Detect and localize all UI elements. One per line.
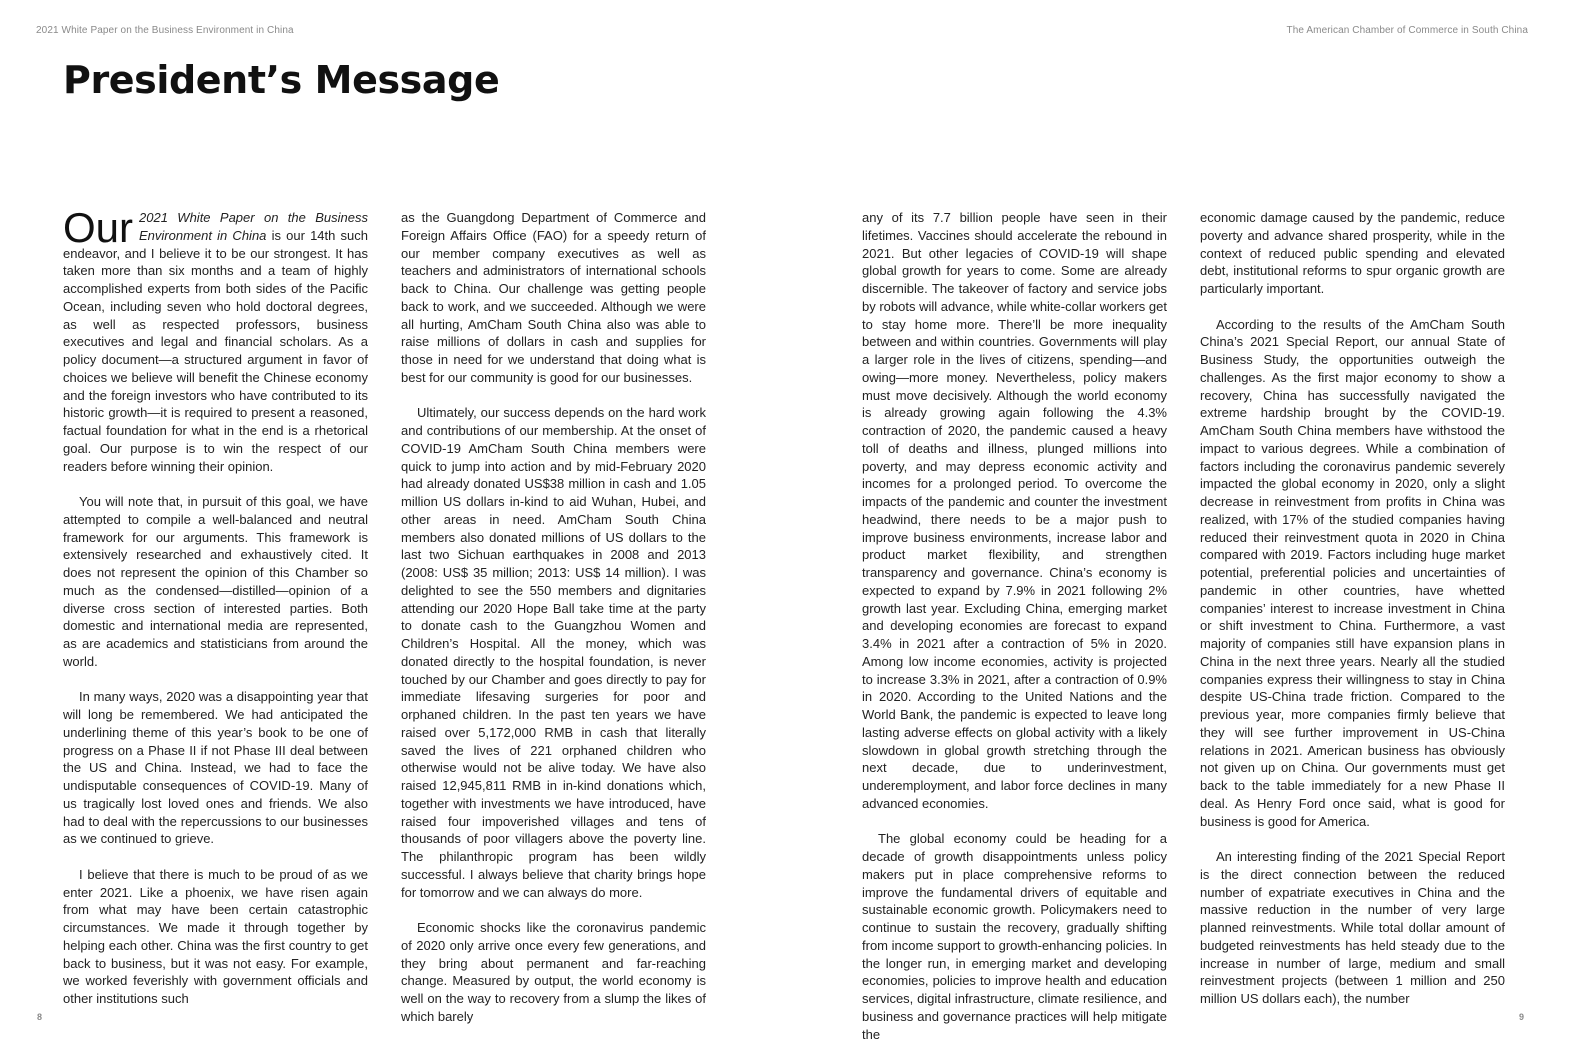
paragraph: any of its 7.7 billion people have seen in their lifetimes. Vaccines should accelerate the rebound in 2021. But other legacies of COVID-19 will shape global growth for years to come. Some are already discernible. The takeover of factory and service jobs by robots will advance, while white-collar workers get to stay home more. There’ll be more inequality between and within countries. Governments will play a larger role in the lives of citizens, spending—and owing—more money. Nevertheless, policy makers must move decisively. Although the world economy is already growing again following the 4.3% contraction of 2020, the pandemic caused a heavy toll of deaths and illness, plunged millions into poverty, and may depress economic activity and incomes for a prolonged period. To overcome the impacts of the pandemic and counter the investment headwind, there needs to be a major push to improve business environments, increase labor and product market flexibility, and strengthen transparency and governance. China’s economy is expected to expand by 7.9% in 2021 following 2% growth last year. Excluding China, emerging market and developing economies are forecast to expand 3.4% in 2021 after a contraction of 5% in 2020. Among low income economies, activity is projected to increase 3.3% in 2021, after a contraction of 0.9% in 2020. According to the United Nations and the World Bank, the pandemic is expected to leave long lasting adverse effects on global activity with a likely slowdown in global growth stretching through the next decade, due to underinvestment, underemployment, and labor force declines in many advanced economies. bbox=[862, 210, 1167, 811]
paragraph-text: is our 14th such endeavor, and I believe it to be our strongest. It has taken more than six months and a team of highly accomplished experts from both sides of the Pacific Ocean, including seven who hold doctoral degrees, as well as respected professors, business executives and legal and financial scholars. As a policy document—a structured argument in favor of choices we believe will benefit the Chinese economy and the foreign investors who have contributed to its historic growth—it is required to present a reasoned, factual foundation for what in the end is a rhetorical goal. Our purpose is to win the respect of our readers before winning their opinion. bbox=[63, 227, 368, 474]
page-number-right: 9 bbox=[1519, 1012, 1525, 1022]
paragraph-intro bbox=[63, 204, 368, 475]
page-number-left: 8 bbox=[37, 1012, 43, 1022]
paragraph: I believe that there is much to be proud of as we enter 2021. Like a phoenix, we have risen again from what may have been certain catastrophic circumstances. We made it through together by helping each other. China was the first country to get back to business, but it was not easy. For example, we worked feverishly with government officials and other institutions such bbox=[63, 866, 368, 1006]
paragraph: Economic shocks like the coronavirus pandemic of 2020 only arrive once every few generations, and they bring about permanent and far-reaching change. Measured by output, the world economy is well on the way to recovery from a slump the likes of which barely bbox=[401, 920, 706, 1024]
paragraph: You will note that, in pursuit of this goal, we have attempted to compile a well-balanced and neutral framework for our arguments. This framework is extensively researched and exhaustively cited. It does not represent the opinion of this Chamber so much as the condensed—distilled—opinion of a diverse cross section of interested parties. Both domestic and international media are represented, as are academics and statisticians from around the world. bbox=[63, 494, 368, 669]
paragraph: as the Guangdong Department of Commerce and Foreign Affairs Office (FAO) for a speedy return of our member company executives as well as teachers and administrators of international schools back to China. Our challenge was getting people back to work, and we succeeded. Although we were all hurting, AmCham South China also was able to raise millions of dollars in cash and supplies for those in need for we understand that doing what is best for our community is good for our businesses. bbox=[401, 210, 706, 385]
text-column-4 bbox=[1200, 209, 1505, 1008]
page-title: President’s Message bbox=[63, 58, 500, 102]
paragraph: According to the results of the AmCham South China’s 2021 Special Report, our annual State of Business Study, the opportunities outweigh the challenges. As the first major economy to show a recovery, China has successfully navigated the extreme hardship brought by the COVID-19. AmCham South China members have withstood the impact to various degrees. While a combination of factors including the coronavirus pandemic severely impacted the global economy in 2020, only a slight decrease in reinvestment from profits in China was realized, with 17% of the studied companies having reduced their reinvestment quota in 2020 in China compared with 2019. Factors including huge market potential, preferential policies and uncertainties of pandemic in other countries, have whetted companies’ interest to increase investment in China or shift investment to China. Furthermore, a vast majority of companies still have expansion plans in China in the next three years. Nearly all the studied companies express their willingness to stay in China despite US-China trade friction. Compared to the previous year, more companies firmly believe that they will see further improvement in US-China relations in 2021. American business has obviously not given up on China. Our governments must get back to the table immediately for a new Phase II deal. As Henry Ford once said, what is good for business is good for America. bbox=[1200, 316, 1505, 829]
paragraph: The global economy could be heading for a decade of growth disappointments unless policy makers put in place comprehensive reforms to improve the fundamental drivers of equitable and sustainable economic growth. Policymakers need to continue to sustain the recovery, gradually shifting from income support to growth-enhancing policies. In the longer run, in emerging market and developing economies, policies to improve health and education services, digital infrastructure, climate resilience, and business and governance practices will help mitigate the bbox=[862, 831, 1167, 1042]
text-column-1 bbox=[63, 204, 368, 1008]
paragraph: economic damage caused by the pandemic, reduce poverty and advance shared prosperity, while in the context of reduced public spending and elevated debt, institutional reforms to spur organic growth are particularly important. bbox=[1200, 210, 1505, 296]
drop-cap: Our bbox=[63, 204, 134, 251]
paragraph: In many ways, 2020 was a disappointing year that will long be remembered. We had anticipated the underlining theme of this year’s book to be one of progress on a Phase II if not Phase III deal between the US and China. Instead, we had to face the undisputable consequences of COVID-19. Many of us tragically lost loved ones and friends. We also had to deal with the repercussions to our businesses as we continued to grieve. bbox=[63, 689, 368, 847]
text-column-2 bbox=[401, 209, 706, 1026]
paragraph: An interesting finding of the 2021 Special Report is the direct connection between the reduced number of expatriate executives in China and the massive reduction in the number of very large planned reinvestments. While total dollar amount of budgeted reinvestments has held steady due to the increase in number of large, medium and small reinvestment projects (between 1 million and 250 million US dollars each), the number bbox=[1200, 849, 1505, 1006]
publication-title: 2021 White Paper on the Business Environment in China bbox=[139, 210, 368, 243]
text-column-3 bbox=[862, 209, 1167, 1043]
running-header-left: 2021 White Paper on the Business Environment in China bbox=[36, 25, 294, 36]
running-header-right: The American Chamber of Commerce in South China bbox=[1286, 25, 1528, 36]
paragraph: Ultimately, our success depends on the hard work and contributions of our membership. At the onset of COVID-19 AmCham South China members were quick to jump into action and by mid-February 2020 had already donated US$38 million in cash and 1.05 million US dollars in-kind to aid Wuhan, Hubei, and other areas in need. AmCham South China members also donated millions of US dollars to the last two Sichuan earthquakes in 2008 and 2013 (2008: US$ 35 million; 2013: US$ 14 million). I was delighted to see the 550 members and dignitaries attending our 2020 Hope Ball take time at the party to donate cash to the Guangzhou Women and Children’s Hospital. All the money, which was donated directly to the hospital foundation, is never touched by our Chamber and goes directly to pay for immediate lifesaving surgeries for poor and orphaned children. In the past ten years we have raised over 5,172,000 RMB in cash that literally saved the lives of 221 orphaned children who otherwise would not be alive today. We have also raised 12,945,811 RMB in in-kind donations which, together with investments we have introduced, have raised four impoverished villages and tens of thousands of poor villagers above the poverty line. The philanthropic program has been wildly successful. I always believe that charity brings hope for tomorrow and we can always do more. bbox=[401, 405, 706, 900]
